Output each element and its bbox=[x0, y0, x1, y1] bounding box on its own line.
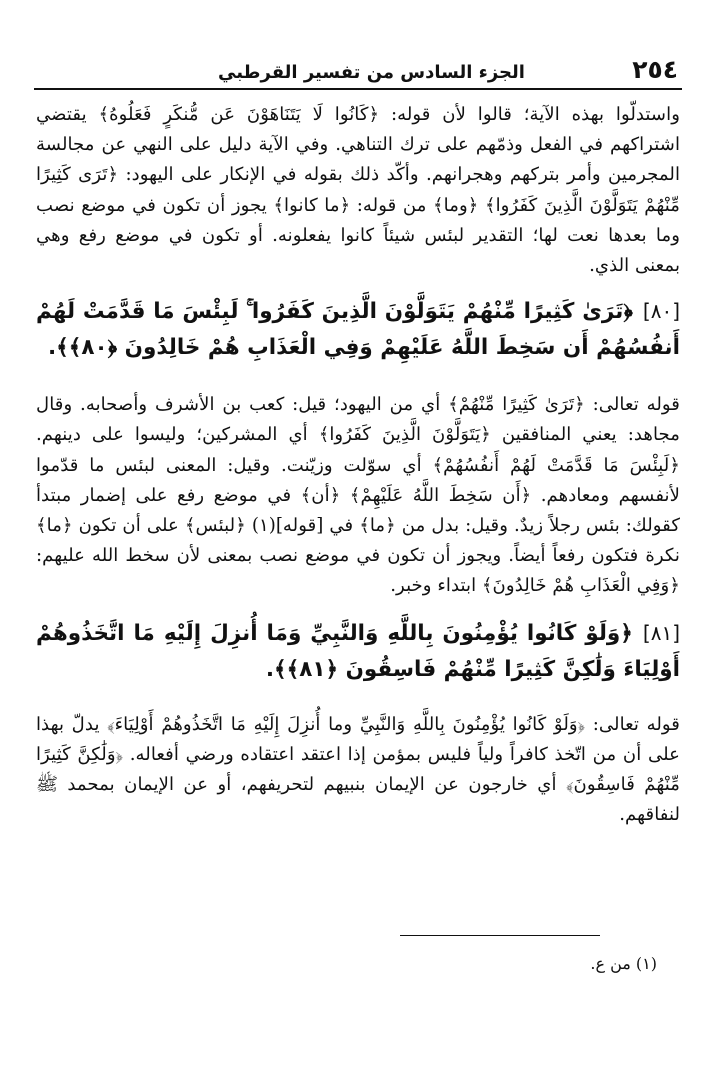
page-number: ٢٥٤ bbox=[632, 55, 678, 84]
verse-number: [٨٠] bbox=[642, 299, 680, 324]
verse-number: [٨١] bbox=[642, 620, 680, 645]
commentary-paragraph: قوله تعالى: ﴿تَرَىٰ كَثِيرًا مِّنْهُمْ﴾ أي من اليهود؛ قيل: كعب بن الأشرف وأصحابه. وقال مجاهد: يعني المنافقين ﴿يَتَوَلَّوْنَ الَّذِينَ كَفَرُوا﴾ أي المشركين؛ وليسوا على دينهم. ﴿لَبِئْسَ مَا قَدَّمَتْ لَهُمْ أَنفُسُهُمْ﴾ أي سوّلت وزيّنت. وقيل: المعنى لبئس ما قدّموا لأنفسهم ومعادهم. ﴿أَن سَخِطَ اللَّهُ عَلَيْهِمْ﴾ ﴿أن﴾ في موضع رفع على إضمار مبتدأ كقولك: بئس رجلاً زيدٌ. وقيل: بدل من ﴿ما﴾ في [قوله](١) ﴿لبئس﴾ على أن تكون ﴿ما﴾ نكرة فتكون رفعاً أيضاً. ويجوز أن تكون في موضع نصب بمعنى لأن سخط الله عليهم: ﴿وَفِي الْعَذَابِ هُمْ خَالِدُونَ﴾ ابتداء وخبر. bbox=[36, 394, 681, 597]
footnote-divider bbox=[400, 935, 600, 936]
footnote: (١) من ع. bbox=[590, 954, 657, 973]
quran-verse-81 bbox=[34, 615, 682, 688]
verse-text: ﴿وَلَوْ كَانُوا يُؤْمِنُونَ بِاللَّهِ وَالنَّبِيِّ وَمَا أُنزِلَ إِلَيْهِ مَا اتَّخَذُوهُمْ أَوْلِيَاءَ وَلَٰكِنَّ كَثِيرًا مِّنْهُمْ فَاسِقُونَ ﴿٨١﴾﴾. bbox=[36, 620, 680, 682]
commentary-paragraph: واستدلّوا بهذه الآية؛ قالوا لأن قوله: ﴿كَانُوا لَا يَتَنَاهَوْنَ عَن مُّنكَرٍ فَعَلُوهُ﴾ يقتضي اشتراكهم في الفعل وذمّهم على ترك التناهي. وفي الآية دليل على النهي عن مجالسة المجرمين وأمر بتركهم وهجرانهم. وأكّد ذلك بقوله في الإنكار على اليهود: ﴿تَرَى كَثِيرًا مِّنْهُمْ يَتَوَلَّوْنَ الَّذِينَ كَفَرُوا﴾ ﴿وما﴾ من قوله: ﴿ما كانوا﴾ يجوز أن تكون في موضع نصب وما بعدها نعت لها؛ التقدير لبئس شيئاً كانوا يفعلونه. أو تكون في موضع رفع وهي بمعنى الذي. bbox=[36, 104, 680, 277]
header-title: الجزء السادس من تفسير القرطبي bbox=[218, 62, 525, 83]
quran-verse-80 bbox=[34, 293, 682, 366]
commentary-paragraph: قوله تعالى: ﴿وَلَوْ كَانُوا يُؤْمِنُونَ بِاللَّهِ وَالنَّبِيِّ وما أُنزِلَ إِلَيْهِ مَا اتَّخَذُوهُمْ أَوْلِيَاءَ﴾ يدلّ بهذا على أن من اتّخذ كافراً ولياً فليس بمؤمن إذا اعتقد اعتقاده ورضي أفعاله. ﴿وَلَٰكِنَّ كَثِيرًا مِّنْهُمْ فَاسِقُونَ﴾ أي خارجون عن الإيمان بنبيهم لتحريفهم، أو عن الإيمان بمحمد ﷺ لنفاقهم. bbox=[36, 713, 680, 826]
running-header bbox=[34, 56, 682, 90]
page bbox=[34, 56, 682, 1066]
verse-text: ﴿تَرَىٰ كَثِيرًا مِّنْهُمْ يَتَوَلَّوْنَ الَّذِينَ كَفَرُوا ۚ لَبِئْسَ مَا قَدَّمَتْ لَهُمْ أَنفُسُهُمْ أَن سَخِطَ اللَّهُ عَلَيْهِمْ وَفِي الْعَذَابِ هُمْ خَالِدُونَ ﴿٨٠﴾﴾. bbox=[36, 299, 680, 361]
